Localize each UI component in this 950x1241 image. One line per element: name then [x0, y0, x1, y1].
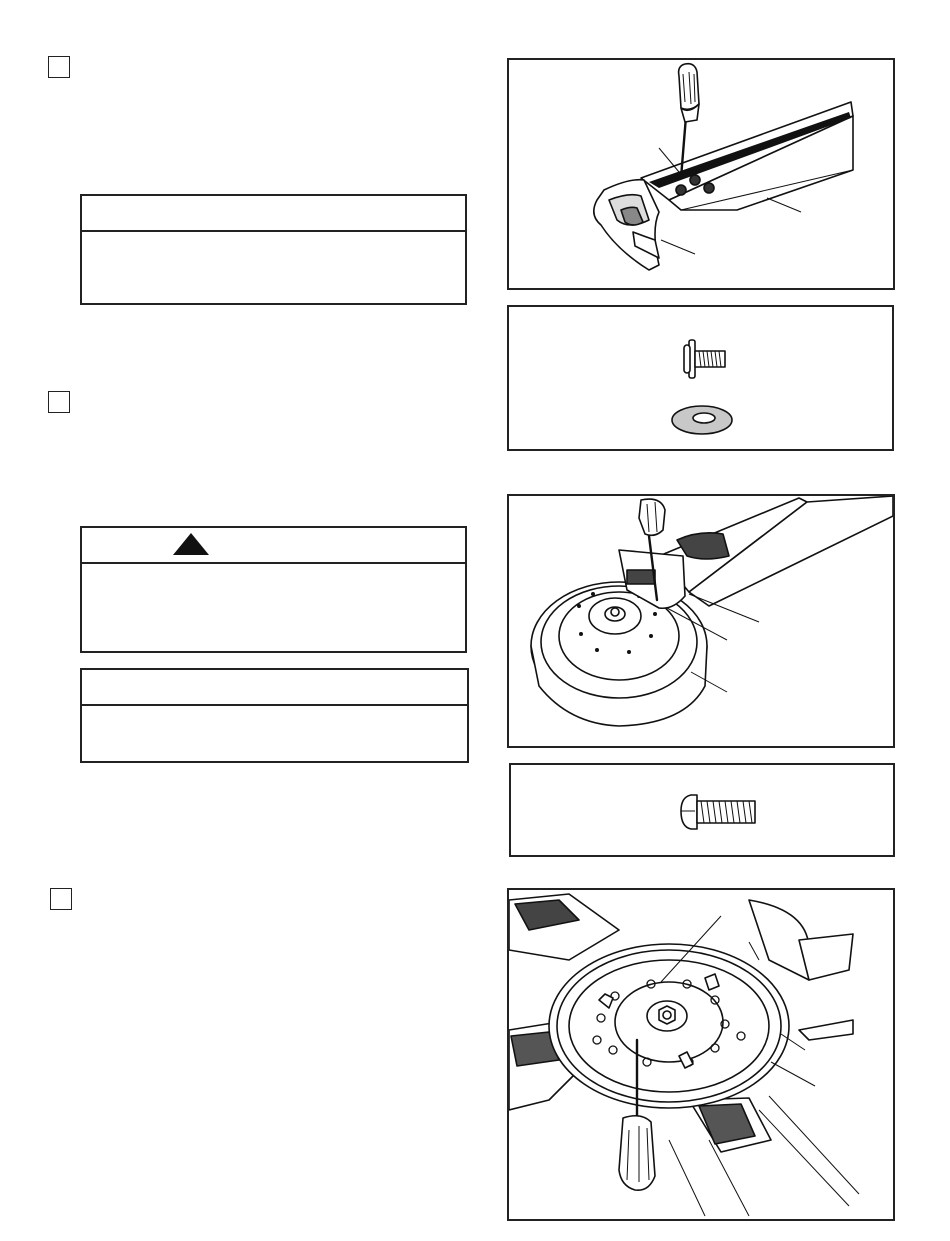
screw-icon: [684, 340, 725, 378]
warning-box-header: [82, 528, 465, 564]
blade-attach-illustration: [509, 60, 893, 288]
figure-attach-blade-arm-to-motor: [507, 494, 895, 748]
callout-line-blade: [767, 198, 801, 212]
step-2-box: [48, 391, 70, 413]
notice-box-2-header: [82, 670, 467, 706]
callout-line-bracket: [749, 942, 759, 960]
figure-hardware-motor-screw: [509, 763, 895, 857]
figure-hardware-blade: [507, 305, 894, 451]
step-1-box: [48, 56, 70, 78]
callout-line-blade-arm: [661, 240, 695, 254]
motor-underside-illustration: [509, 890, 893, 1219]
warning-triangle-icon: [173, 533, 209, 555]
motor-attach-illustration: [509, 496, 893, 746]
figure-blade-and-blade-arm: [507, 58, 895, 290]
step-3-box: [50, 888, 72, 910]
warning-box: [80, 526, 467, 653]
screw-icon: [681, 795, 755, 829]
notice-box-1-header: [82, 196, 465, 232]
notice-box-1: [80, 194, 467, 305]
notice-box-2: [80, 668, 469, 763]
callout-line-cover: [771, 1062, 815, 1086]
figure-remove-motor-cover: [507, 888, 895, 1221]
fiber-washer-icon: [672, 406, 732, 434]
